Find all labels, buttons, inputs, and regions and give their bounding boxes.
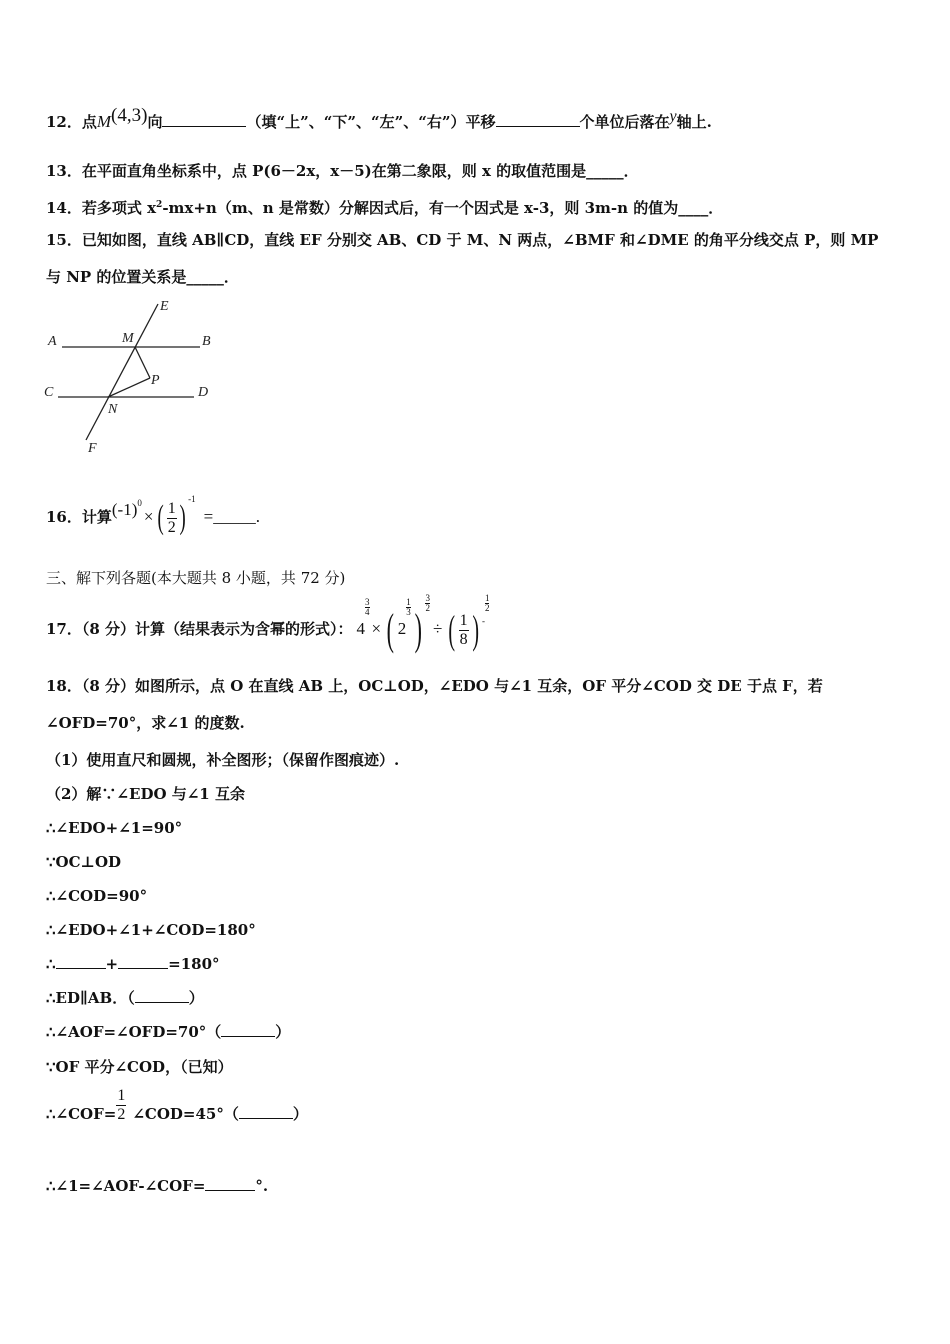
q17-text: 17．（8 分）计算（结果表示为含幂的形式）： xyxy=(46,620,353,638)
q18-s10-text: ∴∠1=∠AOF-∠COF= xyxy=(46,1177,206,1195)
q12-text-3: 个单位后落在 xyxy=(579,113,670,131)
q17-divide: ÷ xyxy=(432,619,443,638)
question-15-line-2: 与 NP 的位置关系是_____． xyxy=(46,268,239,286)
q18-step-3: ∴∠COD=90° xyxy=(46,887,148,905)
q16-base: (-1) xyxy=(111,500,138,519)
question-12 xyxy=(46,105,712,133)
q17-base-2: 2 xyxy=(397,619,407,638)
q17-frac-denominator: 8 xyxy=(459,630,468,648)
q17-frac-numerator: 1 xyxy=(459,611,468,629)
label-f: F xyxy=(88,441,97,456)
q12-blank-units[interactable] xyxy=(496,112,580,127)
question-17: 17．（8 分）计算（结果表示为含幂的形式）： 4 $\frac{3}{4}\times$ ( 2 $\frac{1}{3}$) $\frac{3}{2}\div$ ( $\frac{1}{8}$ ) - $\frac{1}{2}$ xyxy=(46,593,490,654)
q12-number: 12．点 xyxy=(46,113,97,131)
q12-blank-direction[interactable] xyxy=(162,112,246,127)
q16-exponent: -1 xyxy=(188,494,196,504)
q18-s5-therefore: ∴ xyxy=(46,955,56,973)
q18-step-10 xyxy=(46,1176,268,1196)
q18-s9-text: ∴∠COF= xyxy=(46,1105,117,1123)
q18-blank-reason-3[interactable] xyxy=(239,1104,293,1119)
q17-exp4-denominator: 2 xyxy=(484,603,490,613)
q12-text-4: 轴上. xyxy=(676,113,712,131)
section-3-title: 三、解下列各题(本大题共 8 小题，共 72 分) xyxy=(46,569,346,587)
q12-point: M xyxy=(96,112,112,131)
q17-exp4-sign: - xyxy=(481,616,485,626)
q12-text-1: 向 xyxy=(147,113,163,131)
q12-coords: (4,3) xyxy=(111,105,148,126)
q18-blank-answer[interactable] xyxy=(205,1176,255,1191)
q17-base-4: 4 xyxy=(356,619,366,638)
q12-text-2: （填“上”、“下”、“左”、“右”）平移 xyxy=(246,113,496,131)
q14-text-2: -mx+n（m、n 是常数）分解因式后，有一个因式是 x-3，则 3m-n 的值为____． xyxy=(162,199,724,217)
q18-s10-degree: °. xyxy=(255,1177,269,1195)
q18-blank-reason-1[interactable] xyxy=(135,988,189,1003)
q17-exp1-numerator: 3 xyxy=(365,597,370,607)
question-14 xyxy=(46,195,723,218)
q17-exp4-numerator: 1 xyxy=(484,593,490,603)
question-18-line-1: 18．（8 分）如图所示，点 O 在直线 AB 上，OC⊥OD，∠EDO 与∠1 互余，OF 平分∠COD 交 DE 于点 F，若 xyxy=(46,677,823,695)
q18-s6-close: ） xyxy=(188,989,204,1007)
q18-part-1: （1）使用直尺和圆规，补全图形；（保留作图痕迹）. xyxy=(46,751,400,769)
q17-exp2-denominator: 3 xyxy=(406,607,411,617)
q18-step-7 xyxy=(46,1022,290,1042)
q14-superscript: 2 xyxy=(156,200,163,210)
q18-blank-reason-2[interactable] xyxy=(221,1022,275,1037)
label-d: D xyxy=(198,385,209,400)
q18-s9-close: ） xyxy=(292,1105,308,1123)
q16-exponent-zero: 0 xyxy=(137,498,142,508)
q18-s9-denominator: 2 xyxy=(117,1105,126,1123)
q18-step-2: ∵OC⊥OD xyxy=(46,853,122,871)
label-b: B xyxy=(202,334,211,349)
question-13: 13．在平面直角坐标系中，点 P(6－2x，x－5)在第二象限，则 x 的取值范围是_____． xyxy=(46,162,639,180)
question-15-line-1: 15．已知如图，直线 AB∥CD，直线 EF 分别交 AB、CD 于 M、N 两点，∠BMF 和∠DME 的角平分线交点 P，则 MP xyxy=(46,231,879,249)
q18-part-2: （2）解∵∠EDO 与∠1 互余 xyxy=(46,785,245,803)
q18-s9-numerator: 1 xyxy=(117,1086,126,1104)
label-n: N xyxy=(108,402,118,417)
q17-exp2-numerator: 1 xyxy=(406,597,411,607)
label-a: A xyxy=(48,334,57,349)
q16-equals-blank: =_____. xyxy=(203,507,260,526)
question-18-line-2: ∠OFD=70°，求∠1 的度数. xyxy=(46,714,245,732)
q18-s6-text: ∴ED∥AB．（ xyxy=(46,989,135,1007)
label-m: M xyxy=(122,331,134,346)
q18-step-4: ∴∠EDO+∠1+∠COD=180° xyxy=(46,921,256,939)
q14-text-1: 14．若多项式 x xyxy=(46,199,157,217)
q18-s5-plus: + xyxy=(105,955,119,973)
q18-s9-text-2: ∠COD=45°（ xyxy=(132,1105,239,1123)
q18-s7-text: ∴∠AOF=∠OFD=70°（ xyxy=(46,1023,222,1041)
q17-times: × xyxy=(371,619,382,638)
q18-s5-equals: =180° xyxy=(168,955,220,973)
label-c: C xyxy=(44,385,54,400)
q17-exp1-denominator: 4 xyxy=(365,607,370,617)
q18-step-6 xyxy=(46,988,204,1008)
q18-blank-angle-2[interactable] xyxy=(118,954,168,969)
q17-exp3-denominator: 2 xyxy=(425,603,430,613)
q12-axis: y xyxy=(669,108,677,125)
q18-blank-angle-1[interactable] xyxy=(56,954,106,969)
q17-exp3-numerator: 3 xyxy=(425,593,430,603)
q18-step-5 xyxy=(46,954,220,974)
q18-step-1: ∴∠EDO+∠1=90° xyxy=(46,819,183,837)
question-16: 16．计算$(-1)^0\times$ ( $\frac{1}{2}$ ) $^{-1}$=_____. xyxy=(46,494,260,536)
q16-denominator: 2 xyxy=(167,518,176,536)
parallel-lines-figure xyxy=(40,292,230,462)
q18-s7-close: ） xyxy=(275,1023,291,1041)
q18-step-9 xyxy=(46,1086,308,1136)
q16-number: 16．计算 xyxy=(46,508,112,526)
label-e: E xyxy=(160,299,169,314)
segment-mp xyxy=(135,347,150,378)
q18-step-8: ∵OF 平分∠COD，（已知） xyxy=(46,1058,233,1076)
label-p: P xyxy=(151,373,160,388)
q16-times: × xyxy=(143,507,154,526)
q16-numerator: 1 xyxy=(167,499,176,517)
